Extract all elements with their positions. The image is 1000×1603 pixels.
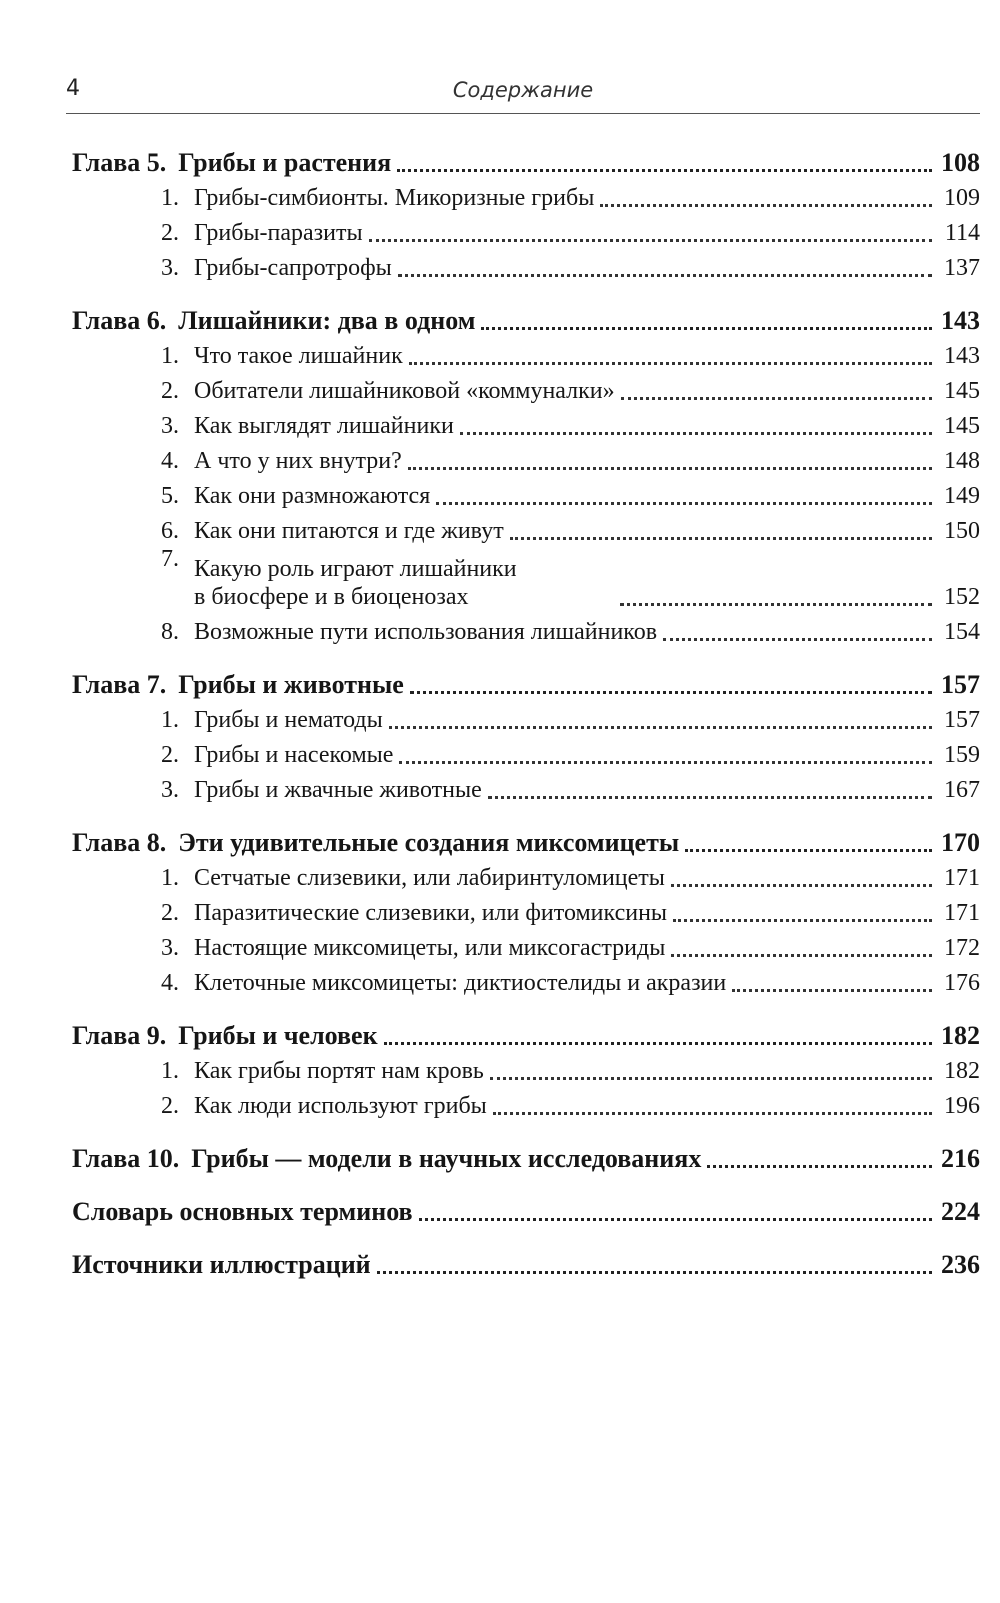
- toc-chapter-7[interactable]: [72, 661, 980, 699]
- toc-chapter-8[interactable]: [72, 819, 980, 857]
- item-title: Грибы-симбионты. Микоризные грибы: [194, 185, 595, 211]
- chapter-page: 143: [941, 306, 980, 335]
- dot-leader: [707, 1153, 932, 1168]
- item-page: 114: [944, 220, 980, 246]
- item-number: 3.: [161, 777, 179, 803]
- section-title: Содержание: [452, 78, 594, 102]
- toc-item[interactable]: [72, 769, 980, 804]
- toc-item[interactable]: [72, 734, 980, 769]
- item-page: 172: [944, 935, 980, 961]
- item-page: 148: [944, 448, 980, 474]
- toc-item[interactable]: [72, 475, 980, 510]
- item-title-line-1: Какую роль играют лишайники: [194, 556, 517, 582]
- dot-leader: [377, 1259, 932, 1274]
- toc-item[interactable]: [72, 212, 980, 247]
- item-number: 8.: [161, 619, 179, 645]
- dot-leader: [481, 315, 932, 330]
- item-title: А что у них внутри?: [194, 448, 402, 474]
- chapter-title: Грибы и человек: [178, 1021, 378, 1050]
- chapter-page: 182: [941, 1021, 980, 1050]
- item-number: 3.: [161, 935, 179, 961]
- item-title: Как люди используют грибы: [194, 1093, 487, 1119]
- toc-item[interactable]: [72, 892, 980, 927]
- item-number: 4.: [161, 970, 179, 996]
- item-page: 109: [944, 185, 980, 211]
- toc-glossary[interactable]: [72, 1188, 980, 1226]
- toc-item[interactable]: [72, 611, 980, 646]
- dot-leader: [409, 350, 932, 365]
- toc-item[interactable]: [72, 545, 980, 611]
- item-page: 154: [944, 619, 980, 645]
- dot-leader: [389, 714, 932, 729]
- chapter-title: Лишайники: два в одном: [178, 306, 476, 335]
- toc-item[interactable]: [72, 247, 980, 282]
- toc-item[interactable]: [72, 440, 980, 475]
- dot-leader: [671, 942, 932, 957]
- chapter-page: 170: [941, 828, 980, 857]
- dot-leader: [408, 455, 932, 470]
- dot-leader: [493, 1100, 932, 1115]
- item-number: 1.: [161, 343, 179, 369]
- dot-leader: [600, 192, 932, 207]
- item-number: 1.: [161, 865, 179, 891]
- chapter-label: Глава 6.: [72, 306, 167, 335]
- dot-leader: [369, 227, 932, 242]
- item-title: Как выглядят лишайники: [194, 413, 454, 439]
- item-page: 159: [944, 742, 980, 768]
- item-title: [194, 555, 614, 611]
- toc-item[interactable]: [72, 177, 980, 212]
- chapter-label: Глава 7.: [72, 670, 167, 699]
- dot-leader: [398, 262, 932, 277]
- item-number: 2.: [161, 900, 179, 926]
- item-number: 3.: [161, 413, 179, 439]
- item-number: 4.: [161, 448, 179, 474]
- item-number: 2.: [161, 742, 179, 768]
- item-number: 1.: [161, 707, 179, 733]
- back-matter-page: 224: [941, 1197, 980, 1226]
- item-number: 1.: [161, 185, 179, 211]
- item-title: Как они питаются и где живут: [194, 518, 504, 544]
- dot-leader: [397, 157, 932, 172]
- page-number: 4: [66, 76, 80, 101]
- toc-chapter-6[interactable]: [72, 297, 980, 335]
- item-title: Грибы-паразиты: [194, 220, 363, 246]
- toc-chapter-10[interactable]: [72, 1135, 980, 1173]
- item-number: 2.: [161, 220, 179, 246]
- back-matter-title: Источники иллюстраций: [72, 1250, 371, 1279]
- item-page: 145: [944, 413, 980, 439]
- toc-item[interactable]: [72, 335, 980, 370]
- dot-leader: [399, 749, 932, 764]
- item-page: 149: [944, 483, 980, 509]
- chapter-label: Глава 5.: [72, 148, 167, 177]
- item-page: 171: [944, 900, 980, 926]
- running-head: [66, 76, 980, 110]
- toc-chapter-9[interactable]: [72, 1012, 980, 1050]
- toc-item[interactable]: [72, 699, 980, 734]
- item-number: 7.: [161, 546, 179, 572]
- dot-leader: [671, 872, 932, 887]
- item-title: Как они размножаются: [194, 483, 431, 509]
- item-page: 145: [944, 378, 980, 404]
- item-number: 1.: [161, 1058, 179, 1084]
- item-title: Что такое лишайник: [194, 343, 403, 369]
- dot-leader: [436, 490, 932, 505]
- dot-leader: [488, 784, 932, 799]
- item-page: 137: [944, 255, 980, 281]
- chapter-label: Глава 9.: [72, 1021, 167, 1050]
- item-page: 176: [944, 970, 980, 996]
- back-matter-title: Словарь основных терминов: [72, 1197, 413, 1226]
- table-of-contents: [72, 139, 980, 1279]
- chapter-title: Грибы и растения: [178, 148, 392, 177]
- dot-leader: [663, 626, 932, 641]
- toc-item[interactable]: [72, 962, 980, 997]
- toc-illustration-sources[interactable]: [72, 1241, 980, 1279]
- item-title: Грибы и жвачные животные: [194, 777, 482, 803]
- toc-item[interactable]: [72, 405, 980, 440]
- chapter-page: 157: [941, 670, 980, 699]
- toc-item[interactable]: [72, 857, 980, 892]
- toc-item[interactable]: [72, 1050, 980, 1085]
- toc-item[interactable]: [72, 1085, 980, 1120]
- item-number: 2.: [161, 378, 179, 404]
- toc-item[interactable]: [72, 927, 980, 962]
- item-title: Грибы-сапротрофы: [194, 255, 392, 281]
- dot-leader: [732, 977, 932, 992]
- item-page: 143: [944, 343, 980, 369]
- chapter-title: Эти удивительные создания миксомицеты: [178, 828, 680, 857]
- chapter-label: Глава 8.: [72, 828, 167, 857]
- dot-leader: [673, 907, 932, 922]
- item-page: 150: [944, 518, 980, 544]
- chapter-label: Глава 10.: [72, 1144, 180, 1173]
- chapter-title: Грибы и животные: [178, 670, 404, 699]
- item-number: 5.: [161, 483, 179, 509]
- dot-leader: [510, 525, 932, 540]
- item-title: Грибы и нематоды: [194, 707, 383, 733]
- item-page: 167: [944, 777, 980, 803]
- header-rule: [66, 113, 980, 114]
- item-page: 171: [944, 865, 980, 891]
- dot-leader: [460, 420, 932, 435]
- item-title: Клеточные миксомицеты: диктиостелиды и акразии: [194, 970, 727, 996]
- item-page: 152: [944, 584, 980, 610]
- item-title: Настоящие миксомицеты, или миксогастриды: [194, 935, 666, 961]
- item-title: Обитатели лишайниковой «коммуналки»: [194, 378, 615, 404]
- back-matter-page: 236: [941, 1250, 980, 1279]
- dot-leader: [384, 1030, 932, 1045]
- item-title: Как грибы портят нам кровь: [194, 1058, 484, 1084]
- item-title: Сетчатые слизевики, или лабиринтуломицеты: [194, 865, 665, 891]
- chapter-title: Грибы — модели в научных исследованиях: [191, 1144, 702, 1173]
- item-number: 6.: [161, 518, 179, 544]
- toc-chapter-5[interactable]: [72, 139, 980, 177]
- dot-leader: [621, 385, 932, 400]
- dot-leader: [490, 1065, 932, 1080]
- item-title: Возможные пути использования лишайников: [194, 619, 658, 645]
- item-title-line-2: в биосфере и в биоценозах: [194, 584, 469, 610]
- toc-item[interactable]: [72, 370, 980, 405]
- item-title: Паразитические слизевики, или фитомиксины: [194, 900, 668, 926]
- chapter-page: 216: [941, 1144, 980, 1173]
- toc-item[interactable]: [72, 510, 980, 545]
- item-number: 3.: [161, 255, 179, 281]
- chapter-page: 108: [941, 148, 980, 177]
- item-page: 157: [944, 707, 980, 733]
- item-number: 2.: [161, 1093, 179, 1119]
- dot-leader: [419, 1206, 932, 1221]
- item-title: Грибы и насекомые: [194, 742, 394, 768]
- dot-leader: [410, 679, 932, 694]
- dot-leader: [620, 591, 932, 606]
- dot-leader: [685, 837, 932, 852]
- item-page: 196: [944, 1093, 980, 1119]
- item-page: 182: [944, 1058, 980, 1084]
